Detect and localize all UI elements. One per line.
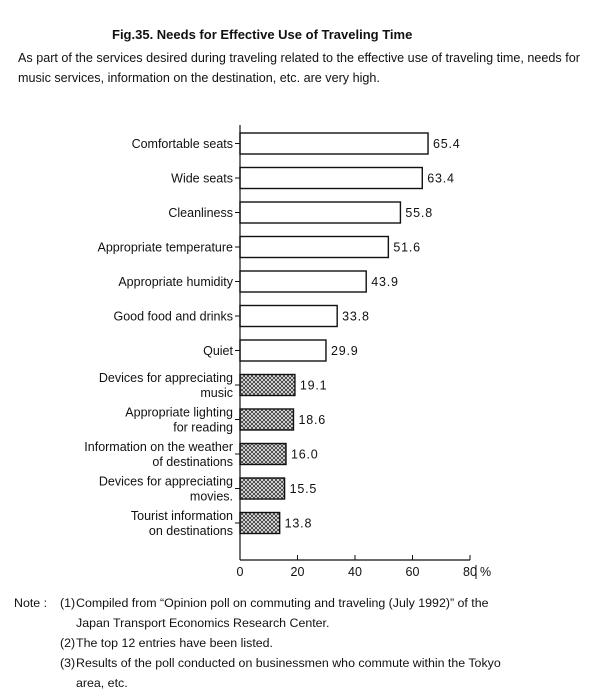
bar-2	[240, 202, 400, 223]
category-label-line: movies.	[189, 489, 233, 504]
chart-subtitle: As part of the services desired during traveling related to the effective use of traveling time, needs for music services, information on the destination, etc. are very high.	[18, 51, 580, 85]
category-label	[168, 206, 233, 220]
value-label: 63.4	[427, 171, 455, 186]
x-tick-label: 0	[236, 565, 244, 579]
category-label-line: Good food and drinks	[113, 309, 233, 324]
bar-10	[240, 478, 285, 499]
bar-5	[240, 306, 337, 327]
category-label-line: Appropriate lighting	[125, 405, 233, 420]
category-label-line: Appropriate humidity	[118, 275, 233, 289]
category-label-line: Devices for appreciating	[98, 474, 233, 489]
note-number: (2)	[60, 636, 76, 650]
category-label	[84, 440, 233, 469]
value-label: 55.8	[405, 206, 433, 220]
value-label: 51.6	[393, 240, 421, 255]
note-text: The top 12 entries have been listed.	[76, 636, 274, 650]
category-label	[113, 310, 233, 324]
bar-9	[240, 444, 286, 465]
note-prefix: Note :	[14, 596, 48, 610]
category-label	[203, 344, 233, 358]
category-label-line: Appropriate temperature	[97, 240, 233, 255]
value-label: 65.4	[433, 137, 461, 151]
category-label	[131, 509, 233, 538]
note-line	[14, 613, 584, 633]
notes-section	[14, 593, 584, 693]
category-label-line: Tourist information	[130, 509, 233, 523]
note-number: (1)	[60, 596, 76, 610]
note-number: (3)	[60, 656, 76, 670]
bar-4	[240, 271, 366, 292]
category-label	[118, 275, 233, 289]
category-label-line: music	[200, 386, 233, 400]
bar-0	[240, 133, 428, 154]
value-label: 18.6	[298, 413, 327, 427]
note-text: Results of the poll conducted on businessmen who commute within the Tokyo	[76, 656, 501, 670]
bar-7	[240, 375, 295, 396]
category-label	[132, 137, 233, 151]
category-label	[99, 371, 233, 400]
category-label-line: Quiet	[203, 344, 233, 358]
category-label-line: on destinations	[148, 524, 233, 538]
category-label	[125, 406, 233, 435]
x-tick-label: 20	[290, 565, 305, 579]
category-label-line: for reading	[173, 420, 233, 435]
note-line	[14, 673, 584, 693]
note-line	[14, 593, 584, 613]
x-tick-label: 40	[348, 565, 362, 579]
value-label: 33.8	[342, 309, 370, 324]
note-line	[14, 633, 584, 653]
category-label	[99, 475, 233, 504]
value-label: 13.8	[284, 516, 313, 531]
bar-8	[240, 409, 293, 430]
note-text: Compiled from “Opinion poll on commuting and traveling (July 1992)” of the	[76, 596, 489, 610]
category-label-line: Devices for appreciating	[98, 371, 233, 385]
category-label-line: Cleanliness	[168, 206, 233, 220]
x-tick-label: 60	[405, 565, 420, 579]
x-unit-label: %	[480, 565, 492, 579]
chart-title: Fig.35. Needs for Effective Use of Traveling Time	[112, 27, 413, 42]
category-label	[98, 241, 234, 255]
category-label-line: Information on the weather	[84, 440, 233, 454]
value-label: 19.1	[299, 378, 328, 393]
category-label-line: Comfortable seats	[131, 137, 233, 151]
note-text: area, etc.	[76, 676, 128, 690]
bar-1	[240, 168, 422, 189]
x-tick-label: 80	[463, 565, 477, 579]
note-line	[14, 653, 584, 673]
category-label	[171, 172, 233, 186]
category-label-line: of destinations	[152, 455, 233, 469]
bar-11	[240, 513, 280, 534]
value-label: 15.5	[289, 482, 318, 496]
bars-group	[84, 133, 460, 538]
bar-6	[240, 340, 326, 361]
note-text: Japan Transport Economics Research Center.	[76, 616, 330, 630]
category-label-line: Wide seats	[171, 171, 233, 186]
value-label: 29.9	[330, 344, 359, 358]
value-label: 16.0	[291, 447, 319, 462]
value-label: 43.9	[371, 275, 399, 289]
bar-3	[240, 237, 388, 258]
